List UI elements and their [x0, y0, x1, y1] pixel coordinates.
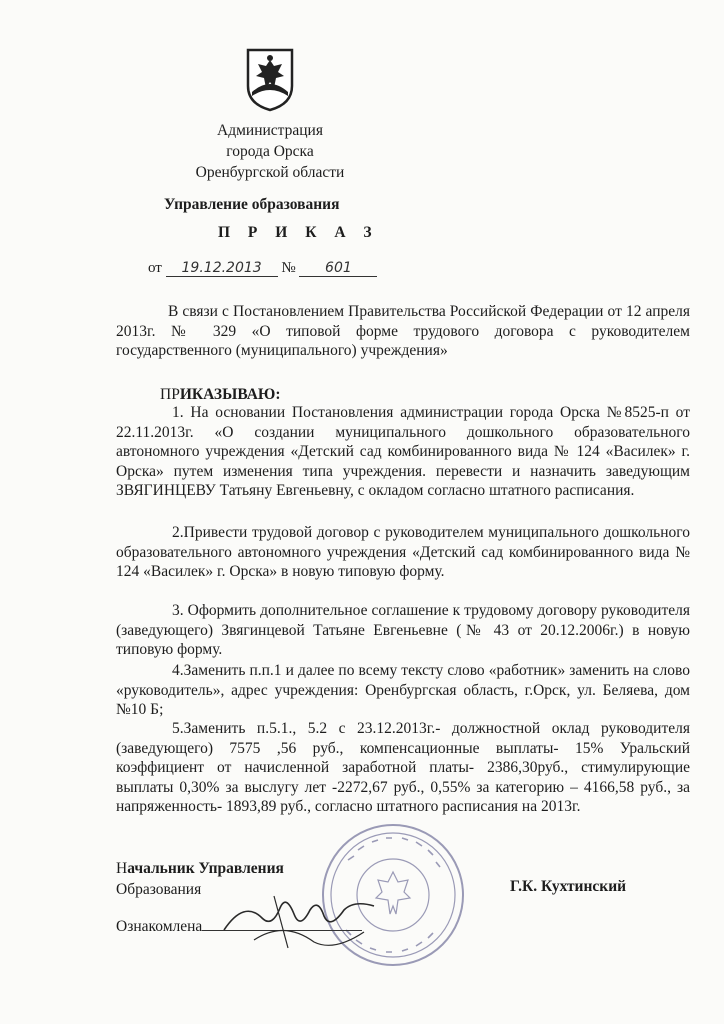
signatory-name: Г.К. Кухтинский	[510, 878, 627, 895]
department-name: Управление образования	[164, 196, 340, 213]
acquainted-label: Ознакомлена	[116, 918, 203, 935]
order-item-5: 5.Заменить п.5.1., 5.2 с 23.12.2013г.- должностной оклад руководителя (заведующего) 7575 ,56 руб., компенсационные выплаты- 15% Уральский коэффициент от начисленной заработной платы- 2386,30руб., стимулирующие выплаты 0,30% за выслугу лет -2272,67 руб., 0,55% за категорию – 4166,58 руб., за напряженность- 1893,89 руб., согласно штатного расписания на 2013г.	[116, 720, 690, 815]
signatory-title-prefix: Н	[116, 860, 128, 877]
handwritten-number: 601	[299, 260, 377, 277]
order-heading-prefix: ПР	[160, 386, 180, 403]
document-type: П Р И К А З	[218, 224, 379, 241]
number-label: №	[281, 260, 296, 276]
signatory-title-line-2: Образования	[116, 881, 202, 898]
order-item-4: 4.Заменить п.п.1 и далее по всему тексту слово «работник» заменить на слово «руководитель», адрес учреждения: Оренбургская область, г.Орск, ул. Беляева, дом №10 Б;	[116, 662, 690, 718]
order-item-3: 3. Оформить дополнительное соглашение к трудовому договору руководителя (заведующего) Звягинцевой Татьяне Евгеньевне (№ 43 от 20.12.2006г.) в новую типовую форму.	[116, 602, 690, 658]
org-line-3: Оренбургской области	[195, 164, 345, 181]
intro-paragraph: В связи с Постановлением Правительства Российской Федерации от 12 апреля 2013г. № 329 «О типовой форме трудового договора с руководителем государственного (муниципального) учреждения»	[116, 303, 690, 359]
org-line-1: Администрация	[217, 122, 323, 139]
date-from-label: от	[148, 260, 162, 276]
order-heading	[160, 386, 281, 404]
order-item-1: 1. На основании Постановления администрации города Орска №8525-п от 22.11.2013г. «О создании муниципального дошкольного образовательного автономного учреждения «Детский сад комбинированного вида № 124 «Василек» г. Орска» путем изменения типа учреждения. перевести и назначить заведующим ЗВЯГИНЦЕВУ Татьяну Евгеньевну, с окладом согласно штатного расписания.	[116, 404, 690, 499]
date-number-line	[148, 260, 377, 277]
order-item-2: 2.Привести трудовой договор с руководителем муниципального дошкольного образовательного автономного учреждения «Детский сад комбинированного вида № 124 «Василек» г. Орска» в новую типовую форму.	[116, 524, 690, 580]
organization-header	[180, 120, 360, 183]
org-line-2: города Орска	[226, 143, 314, 160]
signatory-title-line-1: ачальник Управления	[127, 860, 284, 877]
city-coat-of-arms-icon	[244, 46, 296, 112]
handwritten-date: 19.12.2013	[166, 260, 278, 277]
order-heading-rest: ИКАЗЫВАЮ:	[179, 386, 281, 403]
handwritten-signature-icon	[214, 880, 384, 960]
